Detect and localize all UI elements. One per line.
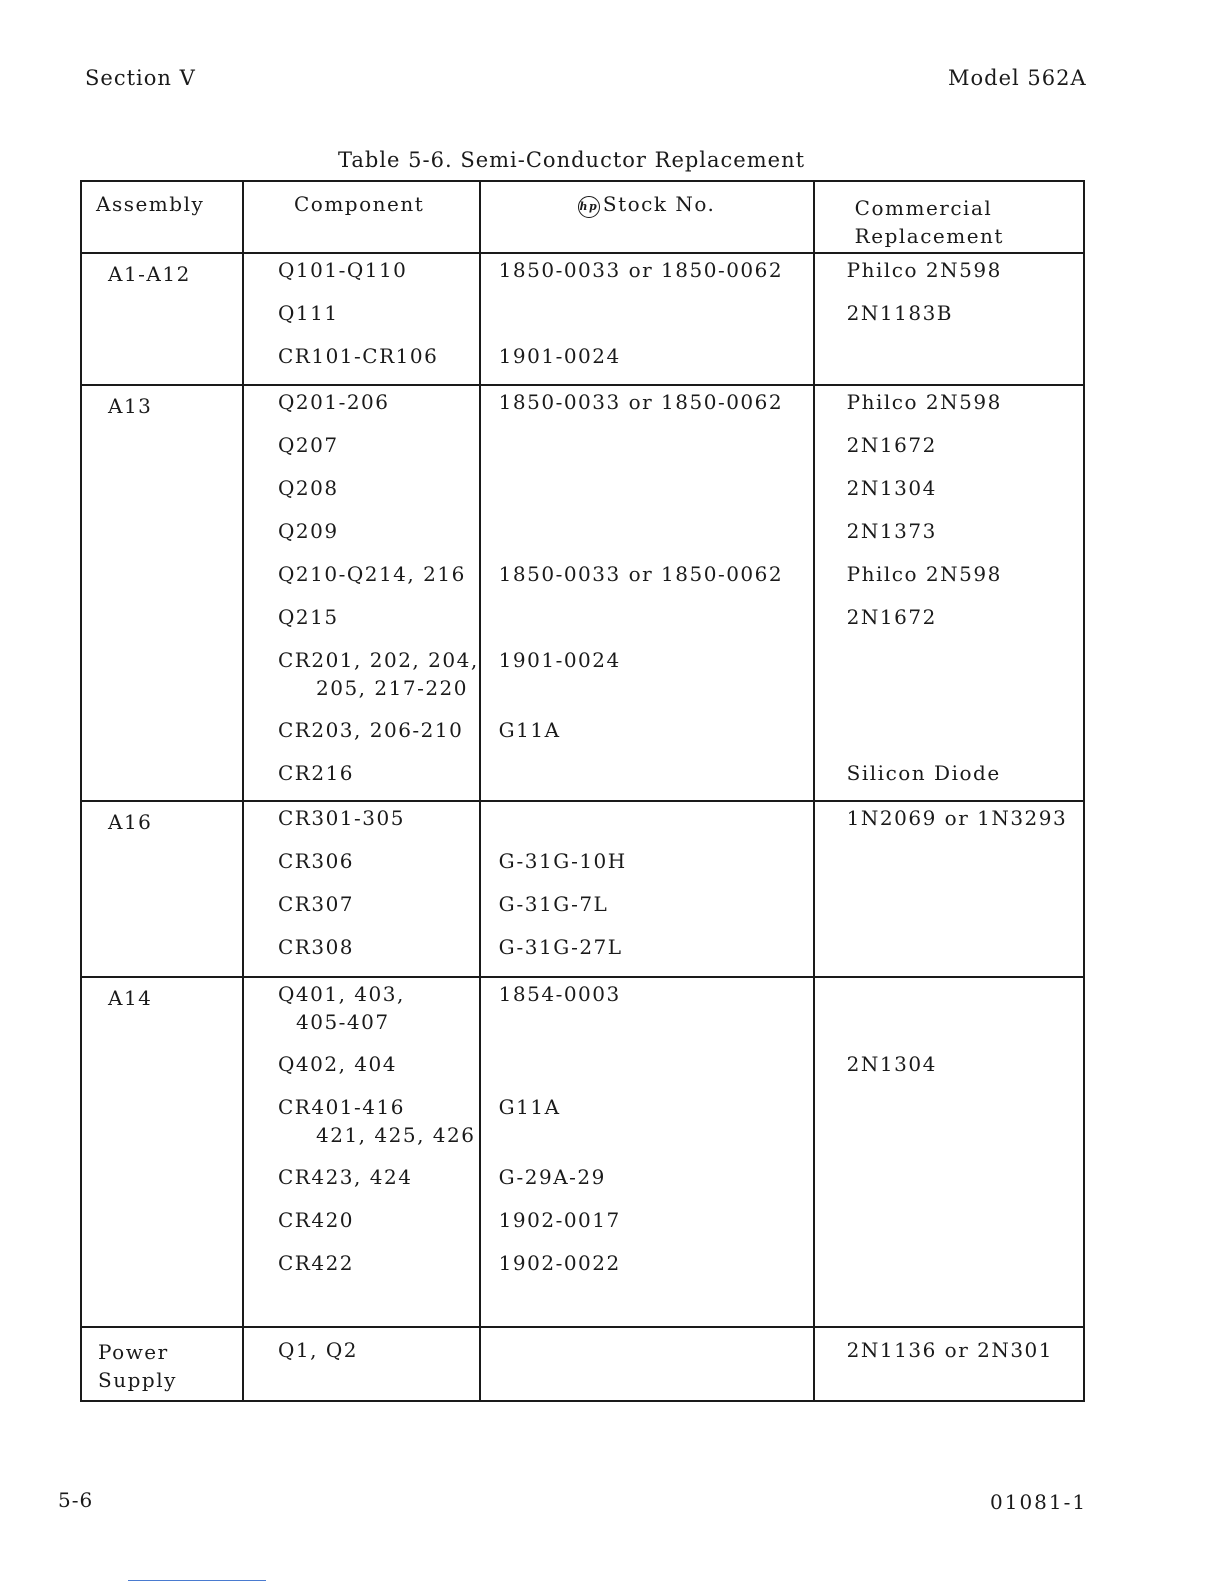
table-row xyxy=(81,801,1084,977)
table-caption: Table 5-6. Semi-Conductor Replacement xyxy=(338,148,806,172)
section-label: Section V xyxy=(85,66,196,90)
model-label: Model 562A xyxy=(948,66,1087,90)
column-header-commercial: Commercial Replacement xyxy=(814,181,1084,253)
commercial-cell: Philco 2N598 2N1183B xyxy=(814,253,1084,385)
table-row xyxy=(81,385,1084,801)
commercial-cell: Philco 2N598 2N1672 2N1304 2N1373 Philco 2N598 2N1672 Silicon Diode xyxy=(814,385,1084,801)
column-header-assembly: Assembly xyxy=(81,181,243,253)
table-row xyxy=(81,977,1084,1327)
component-cell: Q101-Q110 Q111 CR101-CR106 xyxy=(243,253,480,385)
stock-cell: G-31G-10H G-31G-7L G-31G-27L xyxy=(480,801,814,977)
stock-cell: 1850-0033 or 1850-0062 1850-0033 or 1850-0062 1901-0024 G11A xyxy=(480,385,814,801)
assembly-cell: A16 xyxy=(81,801,243,977)
table-header-row xyxy=(81,181,1084,253)
stock-cell xyxy=(480,1327,814,1401)
assembly-cell: Power Supply xyxy=(81,1327,243,1401)
document-number: 01081-1 xyxy=(990,1490,1088,1514)
page-number: 5-6 xyxy=(58,1488,94,1512)
component-cell: Q401, 403, 405-407 Q402, 404 CR401-416 421, 425, 426 CR423, 424 CR420 CR422 xyxy=(243,977,480,1327)
semiconductor-table xyxy=(80,180,1085,1402)
column-header-component: Component xyxy=(243,181,480,253)
stock-cell: 1850-0033 or 1850-0062 1901-0024 xyxy=(480,253,814,385)
hp-logo-icon: hp xyxy=(578,196,600,218)
assembly-cell: A1-A12 xyxy=(81,253,243,385)
assembly-cell: A13 xyxy=(81,385,243,801)
link-underline xyxy=(128,1580,266,1581)
commercial-cell: 1N2069 or 1N3293 xyxy=(814,801,1084,977)
commercial-cell: 2N1136 or 2N301 xyxy=(814,1327,1084,1401)
component-cell: Q201-206 Q207 Q208 Q209 Q210-Q214, 216 Q215 CR201, 202, 204, 205, 217-220 CR203, 206-210 CR216 xyxy=(243,385,480,801)
component-cell: CR301-305 CR306 CR307 CR308 xyxy=(243,801,480,977)
column-header-stock: hp Stock No. xyxy=(480,181,814,253)
commercial-cell: 2N1304 xyxy=(814,977,1084,1327)
stock-cell: 1854-0003 G11A G-29A-29 1902-0017 1902-0022 xyxy=(480,977,814,1327)
table-row xyxy=(81,1327,1084,1401)
assembly-cell: A14 xyxy=(81,977,243,1327)
component-cell: Q1, Q2 xyxy=(243,1327,480,1401)
table-row xyxy=(81,253,1084,385)
